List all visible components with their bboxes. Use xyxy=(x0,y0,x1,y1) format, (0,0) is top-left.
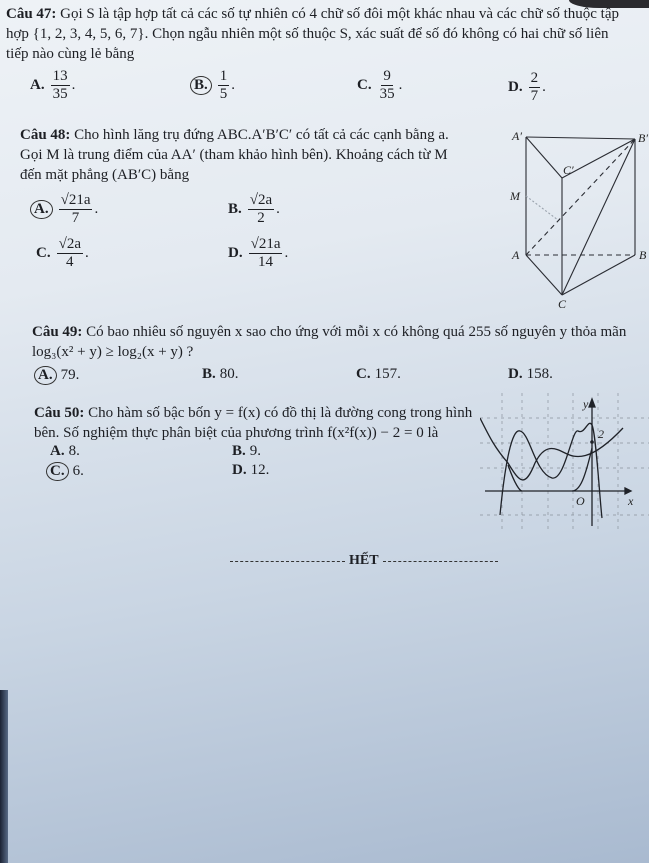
option-label: B. xyxy=(228,201,242,217)
fraction xyxy=(57,236,83,271)
label-two: 2 xyxy=(598,427,604,441)
q50-option-b[interactable] xyxy=(232,443,261,460)
q49-option-b[interactable] xyxy=(202,366,239,383)
option-value: 12. xyxy=(250,462,270,478)
q48-option-c[interactable]: C. $\frac{√2a}{4}$ . xyxy=(36,236,89,270)
option-label: A. xyxy=(50,443,65,459)
denominator: 4 xyxy=(66,254,74,270)
option-value: 157. xyxy=(374,366,401,382)
label-origin: O xyxy=(576,494,585,508)
option-value: 158. xyxy=(526,366,553,382)
fraction xyxy=(59,192,93,227)
q49-option-a[interactable] xyxy=(34,366,79,385)
denominator: 35 xyxy=(52,86,68,102)
photo-background-edge xyxy=(0,690,8,863)
question-text-line: log₃(x² + y) ≥ log₂(x + y) ? xyxy=(32,344,194,360)
q50-option-a[interactable] xyxy=(50,443,80,460)
option-label-circled: A. xyxy=(30,200,53,219)
option-label-circled: C. xyxy=(46,462,69,481)
q48-option-b[interactable]: B. $\frac{√2a}{2}$ . xyxy=(228,192,280,226)
q49-option-d[interactable] xyxy=(508,366,553,383)
numerator: √21a xyxy=(60,192,91,208)
label-a-prime: A′ xyxy=(512,130,522,143)
numerator: √2a xyxy=(58,236,81,252)
option-label: D. xyxy=(508,79,523,95)
option-label: D. xyxy=(508,366,523,382)
label-c-prime: C′ xyxy=(563,163,574,177)
question-text-line: Gọi M là trung điểm của AA′ (tham khảo hình bên). Khoảng cách từ M xyxy=(20,147,448,163)
numerator: √21a xyxy=(250,236,281,252)
option-value: 8. xyxy=(68,443,80,459)
fraction xyxy=(378,68,397,103)
question-text-line: tiếp nào cùng lẻ bằng xyxy=(6,46,135,62)
end-label: HẾT xyxy=(349,553,379,568)
q47-option-d[interactable]: D. $\frac{2}{7}$ . xyxy=(508,70,546,104)
fraction xyxy=(51,68,70,103)
question-number: Câu 47: xyxy=(6,6,57,22)
option-value: 9. xyxy=(249,443,262,459)
fraction xyxy=(218,68,230,103)
function-graph xyxy=(480,393,649,533)
option-label: D. xyxy=(232,462,247,478)
divider-left xyxy=(230,561,345,562)
numerator: 1 xyxy=(219,68,228,84)
label-y: y xyxy=(583,397,589,411)
numerator: 13 xyxy=(52,68,68,84)
label-x: x xyxy=(628,494,634,508)
q47-option-b[interactable]: B. $\frac{1}{5}$ . xyxy=(190,68,235,103)
option-label: C. xyxy=(356,366,371,382)
question-49-text xyxy=(32,322,647,362)
question-number: Câu 48: xyxy=(20,127,71,143)
denominator: 14 xyxy=(258,254,274,270)
question-text-line: đến mặt phẳng (AB′C) bằng xyxy=(20,167,190,183)
question-text-line: Có bao nhiêu số nguyên x sao cho ứng với mỗi x có không quá 255 số nguyên y thỏa mãn xyxy=(86,324,627,340)
denominator: 7 xyxy=(530,88,539,104)
q50-option-d[interactable] xyxy=(232,462,269,479)
divider-right xyxy=(383,561,498,562)
numerator: 2 xyxy=(530,70,539,86)
option-label-circled: B. xyxy=(190,76,212,95)
denominator: 2 xyxy=(257,210,265,226)
denominator: 7 xyxy=(71,210,80,226)
q50-option-c[interactable] xyxy=(46,462,84,481)
denominator: 35 xyxy=(379,86,395,102)
prism-figure xyxy=(500,130,649,310)
question-48-text xyxy=(20,125,490,185)
option-label: A. xyxy=(30,77,45,93)
fraction xyxy=(248,192,274,227)
question-text-line: bên. Số nghiệm thực phân biệt của phương trình f(x²f(x)) − 2 = 0 là xyxy=(34,425,439,441)
end-marker xyxy=(230,553,498,569)
fraction xyxy=(249,236,283,271)
option-label: D. xyxy=(228,245,243,261)
numerator: 9 xyxy=(383,68,391,84)
q48-option-d[interactable]: D. $\frac{√21a}{14}$ . xyxy=(228,236,289,270)
option-label: B. xyxy=(202,366,216,382)
question-text-line: Cho hàm số bậc bốn y = f(x) có đồ thị là đường cong trong hình xyxy=(88,405,473,421)
option-label: C. xyxy=(357,77,372,93)
question-text-line: hợp {1, 2, 3, 4, 5, 6, 7}. Chọn ngẫu nhiên một số thuộc S, xác suất để số đó không có hai chữ số liên xyxy=(6,26,609,42)
label-m: M xyxy=(510,189,520,203)
q48-option-a[interactable]: A. $\frac{√21a}{7}$ . xyxy=(30,192,98,227)
option-label: B. xyxy=(232,443,246,459)
question-text-line: Gọi S là tập hợp tất cả các số tự nhiên có 4 chữ số đôi một khác nhau và các chữ số thuộc tập xyxy=(60,6,620,22)
question-text-line: Cho hình lăng trụ đứng ABC.A′B′C′ có tất cả các cạnh bằng a. xyxy=(74,127,449,143)
label-b: B xyxy=(639,248,647,262)
option-value: 6. xyxy=(72,463,84,479)
option-label-circled: A. xyxy=(34,366,57,385)
fraction xyxy=(529,70,541,105)
label-a: A xyxy=(512,248,520,262)
question-50-text xyxy=(34,403,494,443)
option-value: 79. xyxy=(60,367,80,383)
q49-option-c[interactable] xyxy=(356,366,401,383)
question-47-text xyxy=(6,4,649,64)
option-value: 80. xyxy=(219,366,239,382)
denominator: 5 xyxy=(219,86,228,102)
question-number: Câu 50: xyxy=(34,405,85,421)
question-number: Câu 49: xyxy=(32,324,83,340)
q47-option-c[interactable]: C. $\frac{9}{35}$ . xyxy=(357,68,403,102)
label-b-prime: B′ xyxy=(638,131,648,145)
label-c: C xyxy=(558,297,567,310)
numerator: √2a xyxy=(249,192,273,208)
option-label: C. xyxy=(36,245,51,261)
q47-option-a[interactable]: A. $\frac{13}{35}$ . xyxy=(30,68,76,102)
